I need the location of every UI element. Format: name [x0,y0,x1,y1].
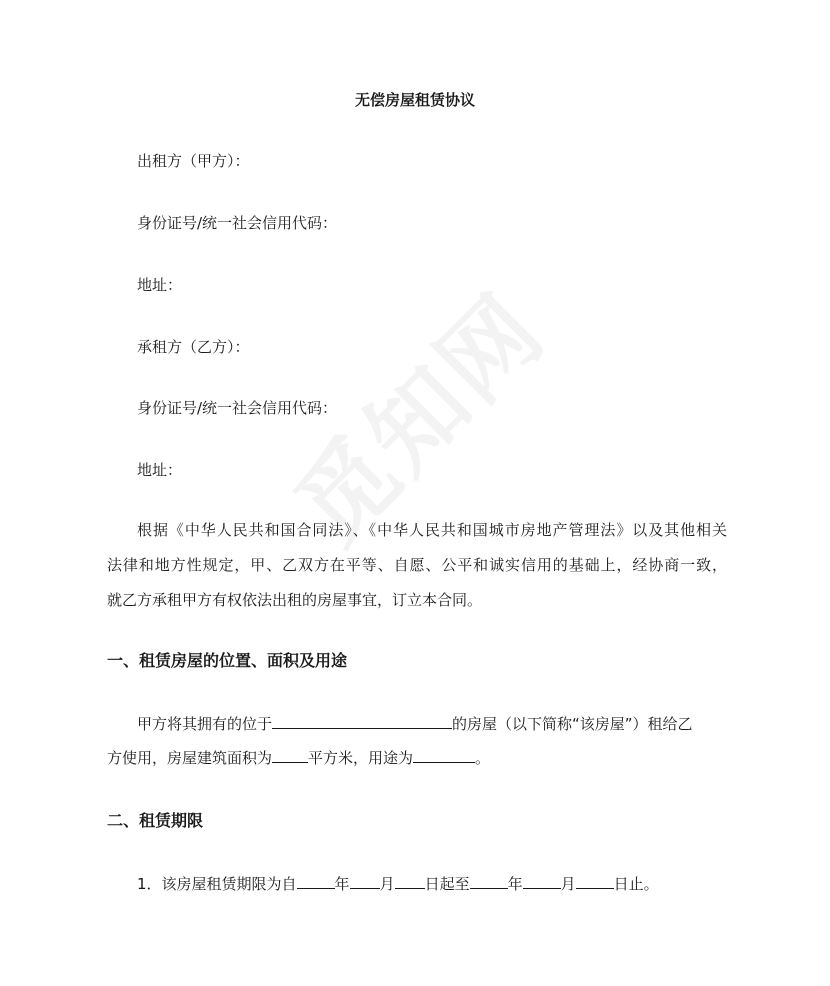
location-blank[interactable] [272,713,452,729]
end-year-blank[interactable] [470,873,508,889]
lessee-address-label: 地址： [137,461,183,479]
start-month-label: 月 [379,875,395,893]
lessor-id-label: 身份证号/统一社会信用代码： [137,214,338,232]
period-mark: 。 [475,749,491,767]
term-line [137,873,659,895]
preamble-line-2: 法律和地方性规定，甲、乙双方在平等、自愿、公平和诚实信用的基础上，经协商一致， [107,556,727,574]
end-day-label: 日止。 [613,875,659,893]
start-day-label: 日起至 [424,875,470,893]
location-suffix: 的房屋（以下简称“该房屋”）租给乙 [452,715,693,733]
purpose-blank[interactable] [413,747,475,763]
start-year-blank[interactable] [297,873,335,889]
area-prefix: 方使用，房屋建筑面积为 [107,749,273,767]
start-day-blank[interactable] [395,873,425,889]
end-month-label: 月 [560,875,576,893]
end-month-blank[interactable] [523,873,561,889]
start-year-label: 年 [334,875,350,893]
section-1-line-1 [137,713,693,735]
section-2-heading: 二、租赁期限 [107,811,204,830]
term-prefix: 1．该房屋租赁期限为自 [137,875,297,893]
end-day-blank[interactable] [576,873,614,889]
preamble-line-1: 根据《中华人民共和国合同法》、《中华人民共和国城市房地产管理法》以及其他相关 [137,521,727,539]
lessee-id-label: 身份证号/统一社会信用代码： [137,399,338,417]
lessor-address-label: 地址： [137,276,183,294]
lessee-label: 承租方（乙方）： [137,338,250,356]
area-blank[interactable] [272,747,308,763]
preamble-paragraph [107,513,727,618]
section-1-heading: 一、租赁房屋的位置、面积及用途 [107,651,348,670]
preamble-line-3: 就乙方承租甲方有权依法出租的房屋事宜，订立本合同。 [107,591,483,609]
document-title: 无偿房屋租赁协议 [354,91,475,109]
section-1-line-2 [107,747,490,769]
end-year-label: 年 [507,875,523,893]
lessor-label: 出租方（甲方）： [137,152,250,170]
location-prefix: 甲方将其拥有的位于 [137,715,273,733]
start-month-blank[interactable] [350,873,380,889]
area-suffix: 平方米，用途为 [308,749,414,767]
